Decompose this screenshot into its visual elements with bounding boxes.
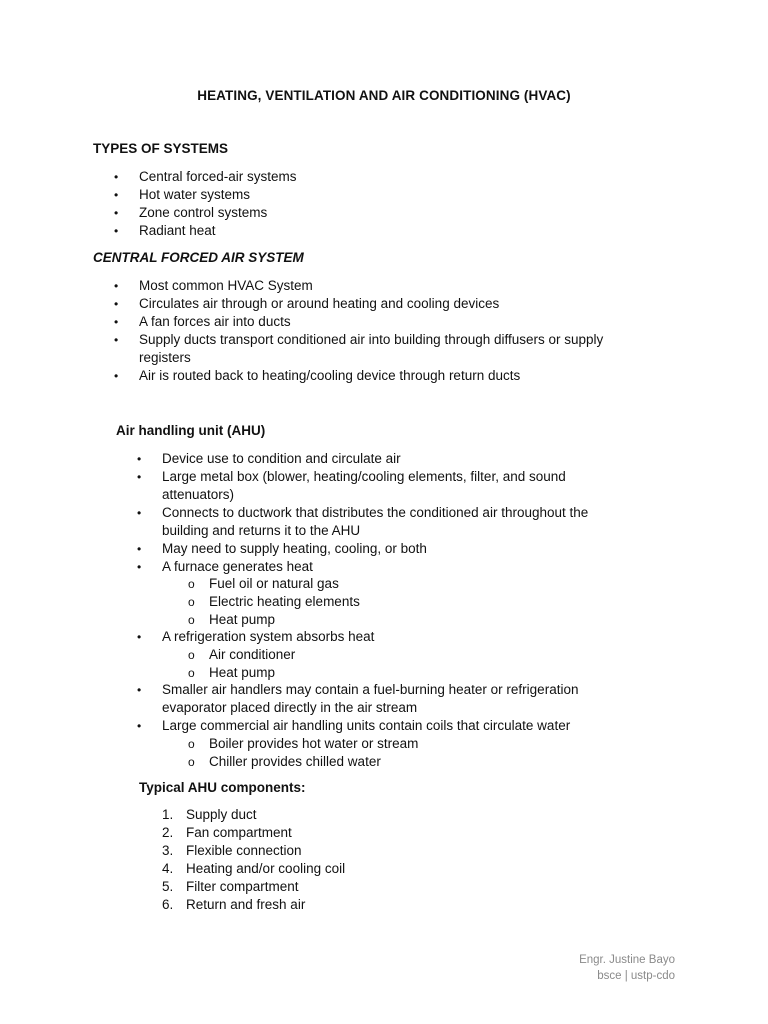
list-item: • Device use to condition and circulate air xyxy=(137,451,401,466)
hollow-bullet-icon: o xyxy=(188,613,195,627)
document-title: HEATING, VENTILATION AND AIR CONDITIONING (HVAC) xyxy=(197,88,571,103)
list-item-continuation: attenuators) xyxy=(162,487,235,502)
bullet-icon: • xyxy=(114,206,119,220)
list-item: • May need to supply heating, cooling, or both xyxy=(137,541,427,556)
bullet-icon: • xyxy=(114,279,119,293)
sub-list-item: o Heat pump xyxy=(188,665,276,680)
list-item: 3. Flexible connection xyxy=(162,843,302,858)
ahu-list-continued xyxy=(137,628,375,646)
list-number: 6. xyxy=(162,897,174,912)
list-item: • Most common HVAC System xyxy=(114,278,313,293)
components-heading: Typical AHU components: xyxy=(139,780,306,795)
bullet-icon: • xyxy=(114,297,119,311)
refrigeration-sublist xyxy=(188,646,296,682)
bullet-icon: • xyxy=(137,560,142,574)
sub-list-item: o Chiller provides chilled water xyxy=(188,754,381,769)
hollow-bullet-icon: o xyxy=(188,666,195,680)
footer-affiliation: bsce | ustp-cdo xyxy=(597,970,675,982)
bullet-icon: • xyxy=(137,683,142,697)
bullet-icon: • xyxy=(114,315,119,329)
hollow-bullet-icon: o xyxy=(188,737,195,751)
list-item-continuation: building and returns it to the AHU xyxy=(162,523,361,538)
list-number: 1. xyxy=(162,807,174,822)
central-forced-air-heading: CENTRAL FORCED AIR SYSTEM xyxy=(93,250,304,265)
list-number: 2. xyxy=(162,825,174,840)
list-item: • Hot water systems xyxy=(114,187,251,202)
bullet-icon: • xyxy=(114,170,119,184)
list-item: • Large metal box (blower, heating/cooling elements, filter, and sound xyxy=(137,469,566,484)
list-item: • Central forced-air systems xyxy=(114,169,297,184)
sub-list-item: o Air conditioner xyxy=(188,647,296,662)
hollow-bullet-icon: o xyxy=(188,755,195,769)
bullet-icon: • xyxy=(137,470,142,484)
bullet-icon: • xyxy=(137,630,142,644)
list-item: • Circulates air through or around heating and cooling devices xyxy=(114,296,500,311)
central-forced-air-list xyxy=(114,277,604,385)
footer-author: Engr. Justine Bayo xyxy=(579,954,675,966)
list-item: 2. Fan compartment xyxy=(162,825,292,840)
bullet-icon: • xyxy=(114,369,119,383)
types-of-systems-list xyxy=(114,168,297,240)
sub-list-item: o Boiler provides hot water or stream xyxy=(188,736,419,751)
components-list xyxy=(162,806,346,914)
list-item: • A fan forces air into ducts xyxy=(114,314,291,329)
list-number: 3. xyxy=(162,843,174,858)
list-item: • Supply ducts transport conditioned air into building through diffusers or supply xyxy=(114,332,604,347)
list-item: 5. Filter compartment xyxy=(162,879,299,894)
ahu-list-final xyxy=(137,681,579,735)
list-item-continuation: registers xyxy=(139,350,191,365)
list-item: • Smaller air handlers may contain a fuel-burning heater or refrigeration xyxy=(137,682,579,697)
hollow-bullet-icon: o xyxy=(188,648,195,662)
page-footer xyxy=(579,952,675,984)
bullet-icon: • xyxy=(114,188,119,202)
bullet-icon: • xyxy=(114,224,119,238)
ahu-list xyxy=(137,450,589,576)
bullet-icon: • xyxy=(137,452,142,466)
bullet-icon: • xyxy=(137,542,142,556)
list-number: 5. xyxy=(162,879,174,894)
types-of-systems-heading: TYPES OF SYSTEMS xyxy=(93,141,229,156)
bullet-icon: • xyxy=(114,333,119,347)
list-item: • Air is routed back to heating/cooling device through return ducts xyxy=(114,368,521,383)
sub-list-item: o Electric heating elements xyxy=(188,594,360,609)
hollow-bullet-icon: o xyxy=(188,577,195,591)
ahu-heading: Air handling unit (AHU) xyxy=(116,423,266,438)
sub-list-item: o Fuel oil or natural gas xyxy=(188,576,339,591)
bullet-icon: • xyxy=(137,719,142,733)
list-item: • Zone control systems xyxy=(114,205,268,220)
sub-list-item: o Heat pump xyxy=(188,612,276,627)
list-item: • A refrigeration system absorbs heat xyxy=(137,629,375,644)
list-item: • Connects to ductwork that distributes the conditioned air throughout the xyxy=(137,505,589,520)
list-item: 6. Return and fresh air xyxy=(162,897,306,912)
list-item: 4. Heating and/or cooling coil xyxy=(162,861,346,876)
list-item: 1. Supply duct xyxy=(162,807,257,822)
hollow-bullet-icon: o xyxy=(188,595,195,609)
list-item: • Radiant heat xyxy=(114,223,216,238)
list-item: • Large commercial air handling units contain coils that circulate water xyxy=(137,718,571,733)
water-sublist xyxy=(188,735,419,771)
list-number: 4. xyxy=(162,861,174,876)
furnace-sublist xyxy=(188,575,360,629)
list-item-continuation: evaporator placed directly in the air stream xyxy=(162,700,418,715)
bullet-icon: • xyxy=(137,506,142,520)
list-item: • A furnace generates heat xyxy=(137,559,313,574)
